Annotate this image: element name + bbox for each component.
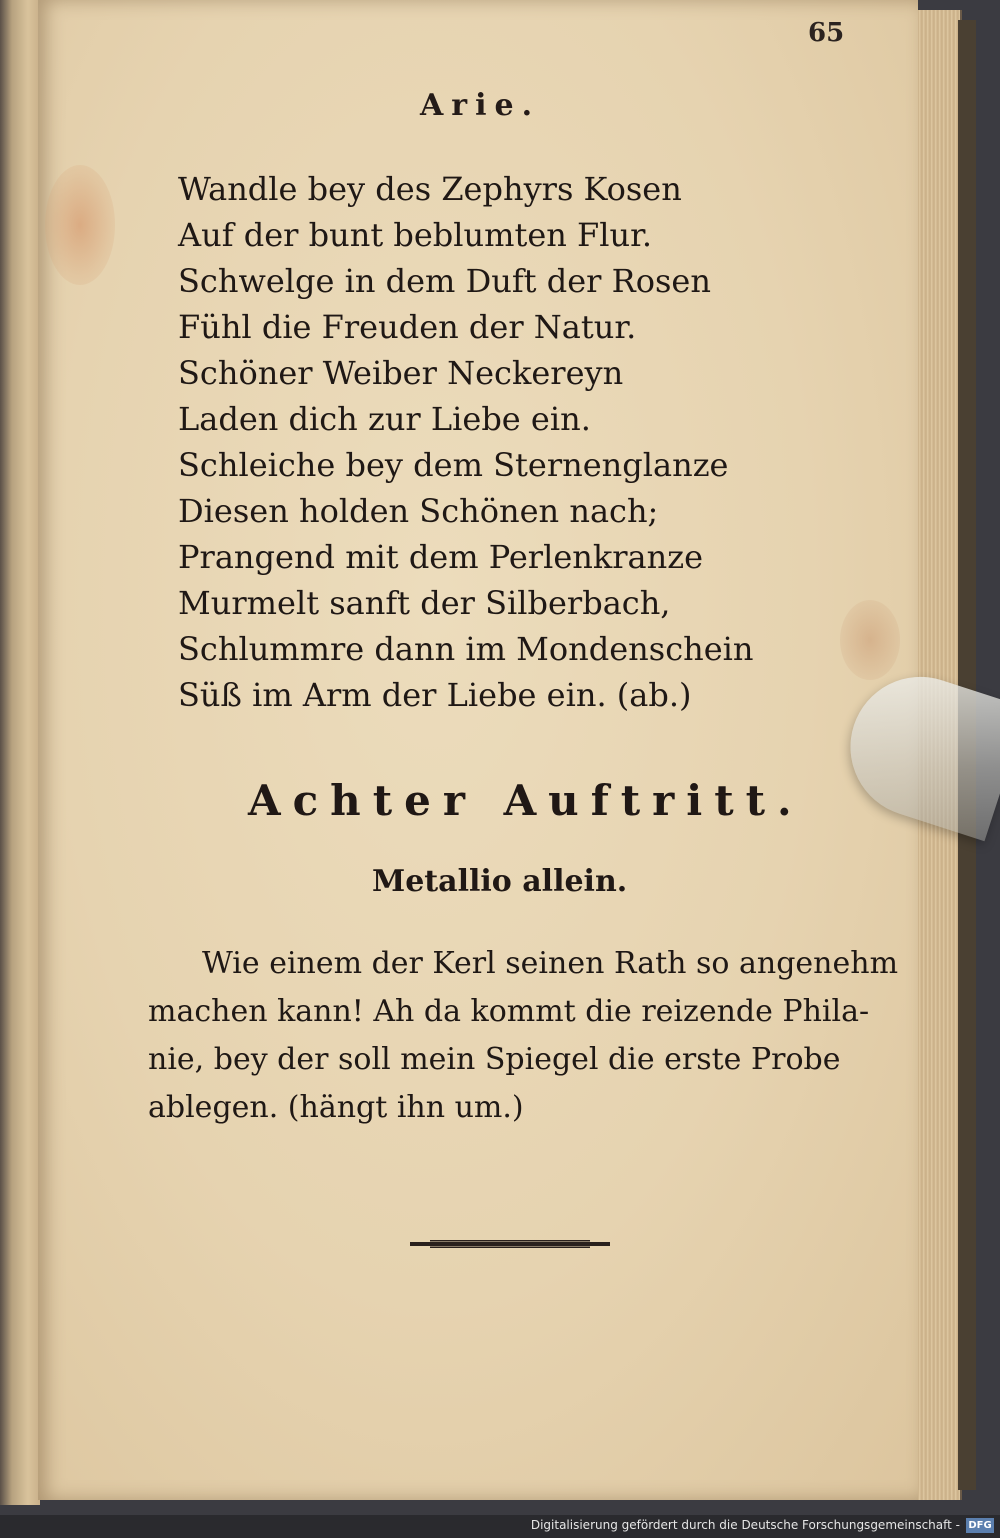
dialogue-line: nie, bey der soll mein Spiegel die erste Probe <box>148 1042 841 1077</box>
dialogue-line: Wie einem der Kerl seinen Rath so angenehm <box>202 946 899 981</box>
page-number: 65 <box>808 18 845 48</box>
verse-line: Prangend mit dem Perlenkranze <box>178 538 704 576</box>
scene-heading: Achter Auftritt. <box>248 776 804 825</box>
verse-line: Schleiche bey dem Sternenglanze <box>178 446 729 484</box>
verse-line: Auf der bunt beblumten Flur. <box>178 216 653 254</box>
verse-line: Süß im Arm der Liebe ein. (ab.) <box>178 676 692 714</box>
verse-line: Murmelt sanft der Silberbach, <box>178 584 671 622</box>
verse-block <box>178 166 818 718</box>
dialogue-line: ablegen. (hängt ihn um.) <box>148 1090 524 1125</box>
dialogue-line: machen kann! Ah da kommt die reizende Phila- <box>148 994 870 1029</box>
dialogue-paragraph <box>148 940 899 1132</box>
dfg-logo: DFG <box>966 1518 994 1533</box>
verse-line: Schlummre dann im Mondenschein <box>178 630 754 668</box>
paper-stain <box>840 600 900 680</box>
verse-line: Wandle bey des Zephyrs Kosen <box>178 170 682 208</box>
paper-stain <box>45 165 115 285</box>
stage-direction: Metallio allein. <box>372 864 628 899</box>
footer-credit: Digitalisierung gefördert durch die Deutsche Forschungsgemeinschaft - <box>530 1518 960 1532</box>
verse-line: Schwelge in dem Duft der Rosen <box>178 262 711 300</box>
verse-line: Schöner Weiber Neckereyn <box>178 354 624 392</box>
ornament-rule <box>410 1238 610 1250</box>
verse-line: Laden dich zur Liebe ein. <box>178 400 591 438</box>
left-page-edge <box>0 0 40 1505</box>
verse-line: Fühl die Freuden der Natur. <box>178 308 637 346</box>
verse-line: Diesen holden Schönen nach; <box>178 492 659 530</box>
aria-title: Arie. <box>420 88 541 123</box>
